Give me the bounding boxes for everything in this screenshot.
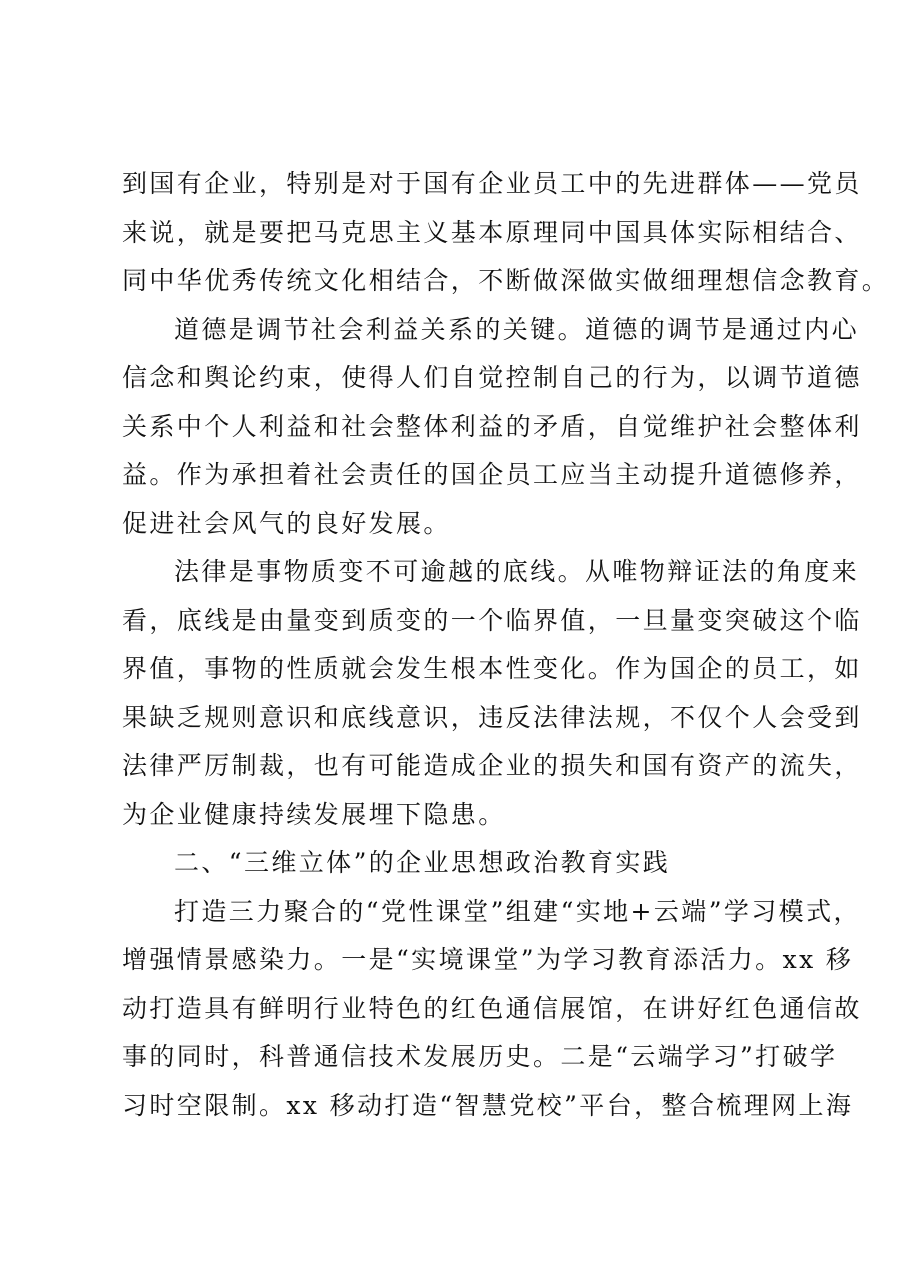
text-line: 界值，事物的性质就会发生根本性变化。作为国企的员工，如 [122, 654, 862, 683]
text-line: 法律严厉制裁，也有可能造成企业的损失和国有资产的流失， [122, 751, 862, 780]
text-line: 习时空限制。xx 移动打造“智慧党校”平台，整合梳理网上海 [122, 1090, 854, 1120]
section-heading: 二、“三维立体”的企业思想政治教育实践 [174, 848, 671, 877]
text-line: 增强情景感染力。一是“实境课堂”为学习教育添活力。xx 移 [122, 945, 854, 974]
paragraph-start-line: 法律是事物质变不可逾越的底线。从唯物辩证法的角度来 [174, 557, 860, 586]
text-line: 同中华优秀传统文化相结合，不断做深做实做细理想信念教育。 [122, 266, 890, 295]
text-line: 为企业健康持续发展埋下隐患。 [122, 799, 506, 829]
text-line: 事的同时，科普通信技术发展历史。二是“云端学习”打破学 [122, 1042, 838, 1071]
paragraph-start-line: 打造三力聚合的“党性课堂”组建“实地+云端”学习模式， [174, 896, 861, 926]
text-line: 来说，就是要把马克思主义基本原理同中国具体实际相结合、 [122, 217, 862, 247]
text-line: 动打造具有鲜明行业特色的红色通信展馆，在讲好红色通信故 [122, 993, 862, 1023]
text-line: 信念和舆论约束，使得人们自觉控制自己的行为，以调节道德 [122, 363, 862, 392]
text-line: 到国有企业，特别是对于国有企业员工中的先进群体——党员 [122, 169, 862, 198]
text-line: 看，底线是由量变到质变的一个临界值，一旦量变突破这个临 [122, 605, 862, 635]
text-line: 果缺乏规则意识和底线意识，违反法律法规，不仅个人会受到 [122, 702, 862, 732]
text-line: 促进社会风气的良好发展。 [122, 508, 451, 538]
text-line: 益。作为承担着社会责任的国企员工应当主动提升道德修养， [122, 460, 862, 489]
body-text [122, 160, 890, 1130]
text-line: 关系中个人利益和社会整体利益的矛盾，自觉维护社会整体利 [122, 411, 862, 441]
paragraph-start-line: 道德是调节社会利益关系的关键。道德的调节是通过内心 [174, 314, 860, 344]
